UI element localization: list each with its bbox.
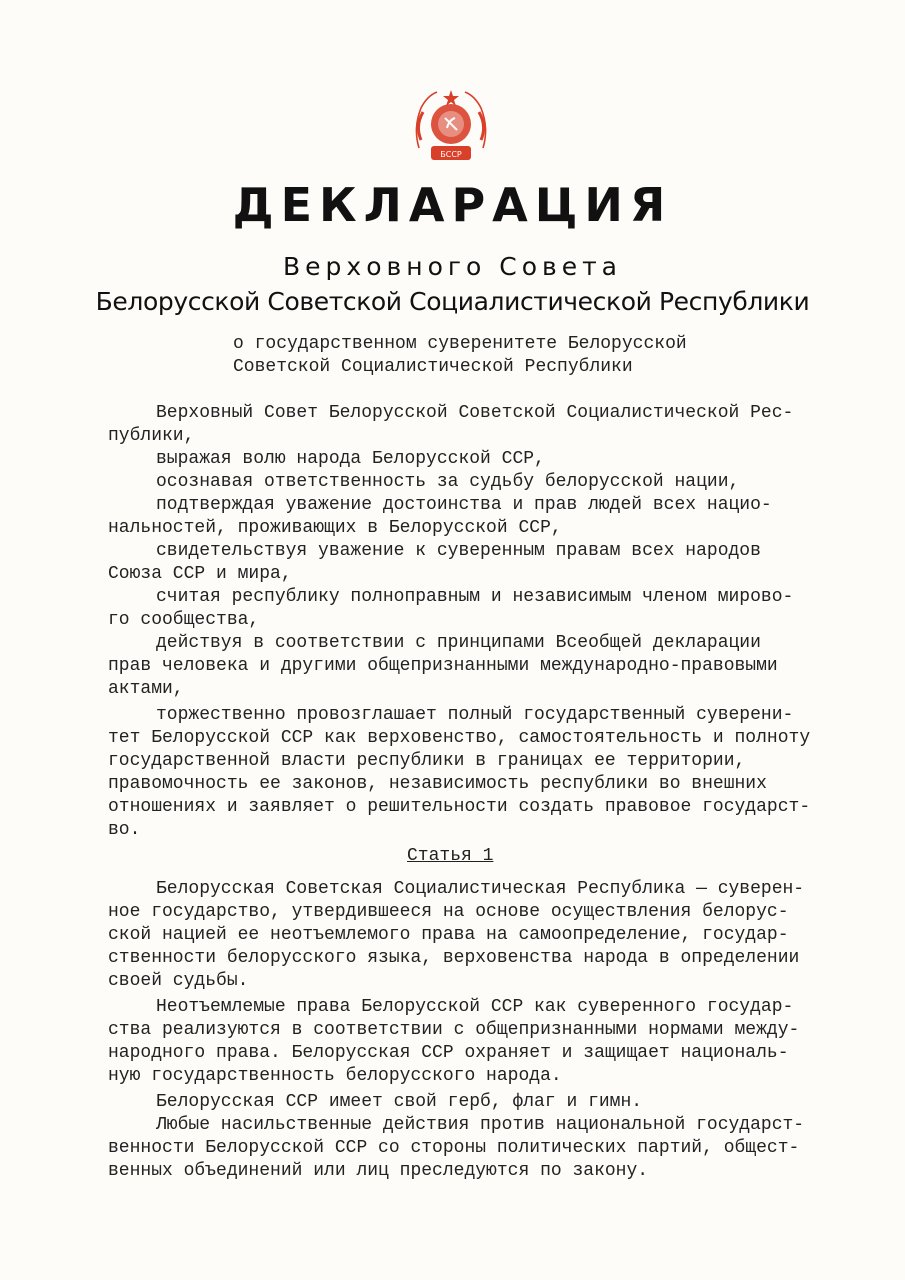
preamble-line: правомочность ее законов, независимость республики во внешних [108,774,767,794]
preamble-line: действуя в соответствии с принципами Всеобщей декларации [156,633,761,653]
article-1-line: народного права. Белорусская ССР охраняет и защищает националь- [108,1043,789,1063]
document-title: ДЕКЛАРАЦИЯ [232,178,673,232]
preamble-line: во. [108,820,141,840]
article-1-line: ственности белорусского языка, верховенства народа в определении [108,948,800,968]
preamble-line: торжественно провозглашает полный государственный суверени- [156,705,794,725]
article-1-line: Неотъемлемые права Белорусской ССР как суверенного государ- [156,997,794,1017]
document-subtitle-1: Верховного Совета [283,252,622,281]
preamble-line: Союза ССР и мира, [108,564,292,584]
preamble-line: публики, [108,426,195,446]
preamble-line: нальностей, проживающих в Белорусской ССР, [108,518,562,538]
preamble-line: прав человека и другими общепризнанными международно-правовыми [108,656,778,676]
about-line: Советской Социалистической Республики [233,357,633,377]
article-1-line: Любые насильственные действия против национальной государст- [156,1115,805,1135]
preamble-line: тет Белорусской ССР как верховенство, самостоятельность и полноту [108,728,811,748]
preamble-line: считая республику полноправным и независимым членом мирово- [156,587,794,607]
preamble-line: отношениях и заявляет о решительности создать правовое государст- [108,797,811,817]
about-line: о государственном суверенитете Белорусской [233,334,687,354]
article-1-line: ства реализуются в соответствии с общепризнанными нормами между- [108,1020,800,1040]
preamble-line: осознавая ответственность за судьбу белорусской нации, [156,472,740,492]
article-1-line: Белорусская Советская Социалистическая Республика — суверен- [156,879,805,899]
article-1-line: ской нацией ее неотъемлемого права на самоопределение, государ- [108,925,789,945]
document-subtitle-2: Белорусской Советской Социалистической Республики [95,287,810,316]
preamble-line: подтверждая уважение достоинства и прав людей всех нацио- [156,495,772,515]
preamble-line: государственной власти республики в границах ее территории, [108,751,746,771]
article-1-heading: Статья 1 [407,846,494,866]
state-emblem-icon [409,88,493,168]
preamble-line: Верховный Совет Белорусской Советской Социалистической Рес- [156,403,794,423]
article-1-line: венных объединений или лиц преследуются по закону. [108,1161,649,1181]
article-1-line: Белорусская ССР имеет свой герб, флаг и гимн. [156,1092,643,1112]
article-1-line: ную государственность белорусского народа. [108,1066,562,1086]
preamble-line: го сообщества, [108,610,260,630]
article-1-line: своей судьбы. [108,971,249,991]
article-1-line: ное государство, утвердившееся на основе осуществления белорус- [108,902,789,922]
preamble-line: свидетельствуя уважение к суверенным правам всех народов [156,541,761,561]
emblem-text: БССР [440,150,462,159]
article-1-line: венности Белорусской ССР со стороны политических партий, общест- [108,1138,800,1158]
preamble-line: актами, [108,679,184,699]
preamble-line: выражая волю народа Белорусской ССР, [156,449,545,469]
